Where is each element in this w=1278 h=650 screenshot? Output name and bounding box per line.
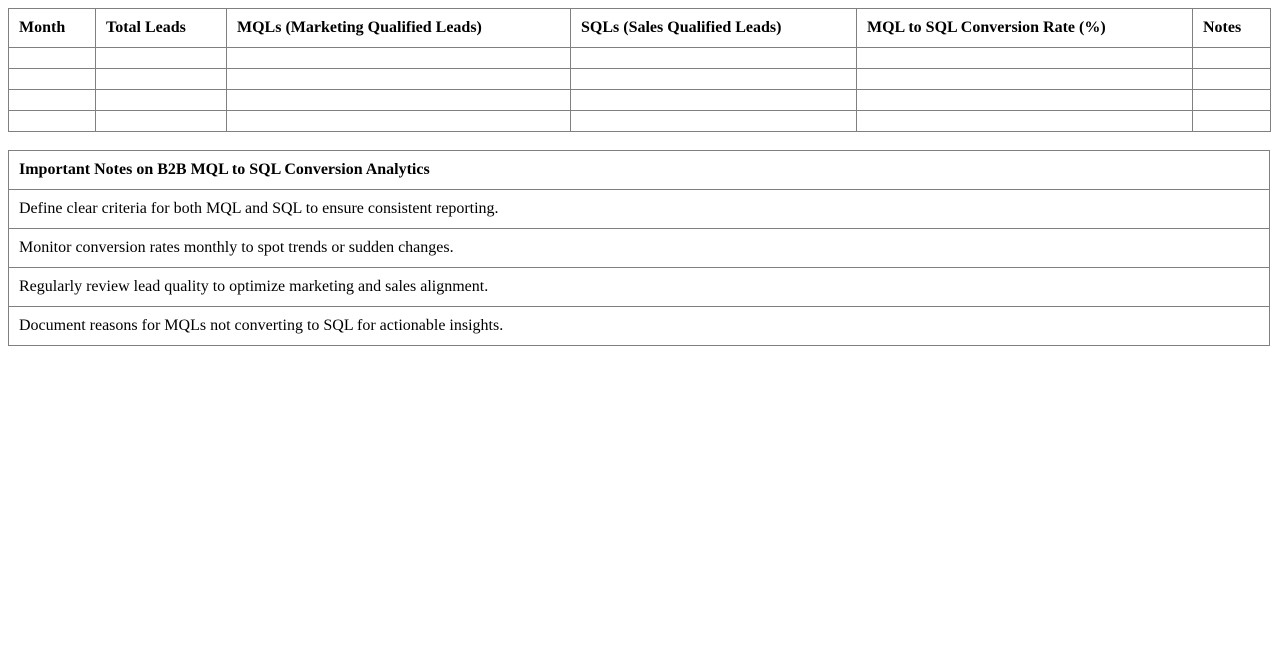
table-header-row xyxy=(9,9,1271,48)
header-total-leads: Total Leads xyxy=(96,9,227,48)
table-cell[interactable] xyxy=(227,90,571,111)
table-cell[interactable] xyxy=(96,111,227,132)
note-row xyxy=(9,268,1270,307)
table-cell[interactable] xyxy=(227,48,571,69)
table-cell[interactable] xyxy=(9,90,96,111)
table-cell[interactable] xyxy=(9,48,96,69)
notes-header-row xyxy=(9,151,1270,190)
note-item: Monitor conversion rates monthly to spot trends or sudden changes. xyxy=(9,229,1270,268)
table-row xyxy=(9,69,1271,90)
table-cell[interactable] xyxy=(227,69,571,90)
table-cell[interactable] xyxy=(857,111,1193,132)
note-item: Document reasons for MQLs not converting to SQL for actionable insights. xyxy=(9,307,1270,346)
table-cell[interactable] xyxy=(1193,111,1271,132)
table-cell[interactable] xyxy=(9,111,96,132)
table-cell[interactable] xyxy=(857,90,1193,111)
header-conversion-rate: MQL to SQL Conversion Rate (%) xyxy=(857,9,1193,48)
table-row xyxy=(9,48,1271,69)
note-row xyxy=(9,307,1270,346)
table-cell[interactable] xyxy=(9,69,96,90)
table-cell[interactable] xyxy=(1193,90,1271,111)
table-cell[interactable] xyxy=(857,48,1193,69)
note-item: Define clear criteria for both MQL and SQL to ensure consistent reporting. xyxy=(9,190,1270,229)
notes-title: Important Notes on B2B MQL to SQL Conversion Analytics xyxy=(9,151,1270,190)
table-row xyxy=(9,90,1271,111)
conversion-tracker-table xyxy=(8,8,1271,132)
table-cell[interactable] xyxy=(571,69,857,90)
table-cell[interactable] xyxy=(1193,69,1271,90)
notes-table xyxy=(8,150,1270,346)
table-row xyxy=(9,111,1271,132)
note-item: Regularly review lead quality to optimize marketing and sales alignment. xyxy=(9,268,1270,307)
header-month: Month xyxy=(9,9,96,48)
header-mqls: MQLs (Marketing Qualified Leads) xyxy=(227,9,571,48)
table-cell[interactable] xyxy=(571,90,857,111)
note-row xyxy=(9,229,1270,268)
note-row xyxy=(9,190,1270,229)
table-cell[interactable] xyxy=(857,69,1193,90)
table-cell[interactable] xyxy=(96,69,227,90)
table-cell[interactable] xyxy=(571,111,857,132)
table-cell[interactable] xyxy=(1193,48,1271,69)
header-notes: Notes xyxy=(1193,9,1271,48)
table-cell[interactable] xyxy=(96,90,227,111)
table-cell[interactable] xyxy=(227,111,571,132)
header-sqls: SQLs (Sales Qualified Leads) xyxy=(571,9,857,48)
table-cell[interactable] xyxy=(571,48,857,69)
table-cell[interactable] xyxy=(96,48,227,69)
